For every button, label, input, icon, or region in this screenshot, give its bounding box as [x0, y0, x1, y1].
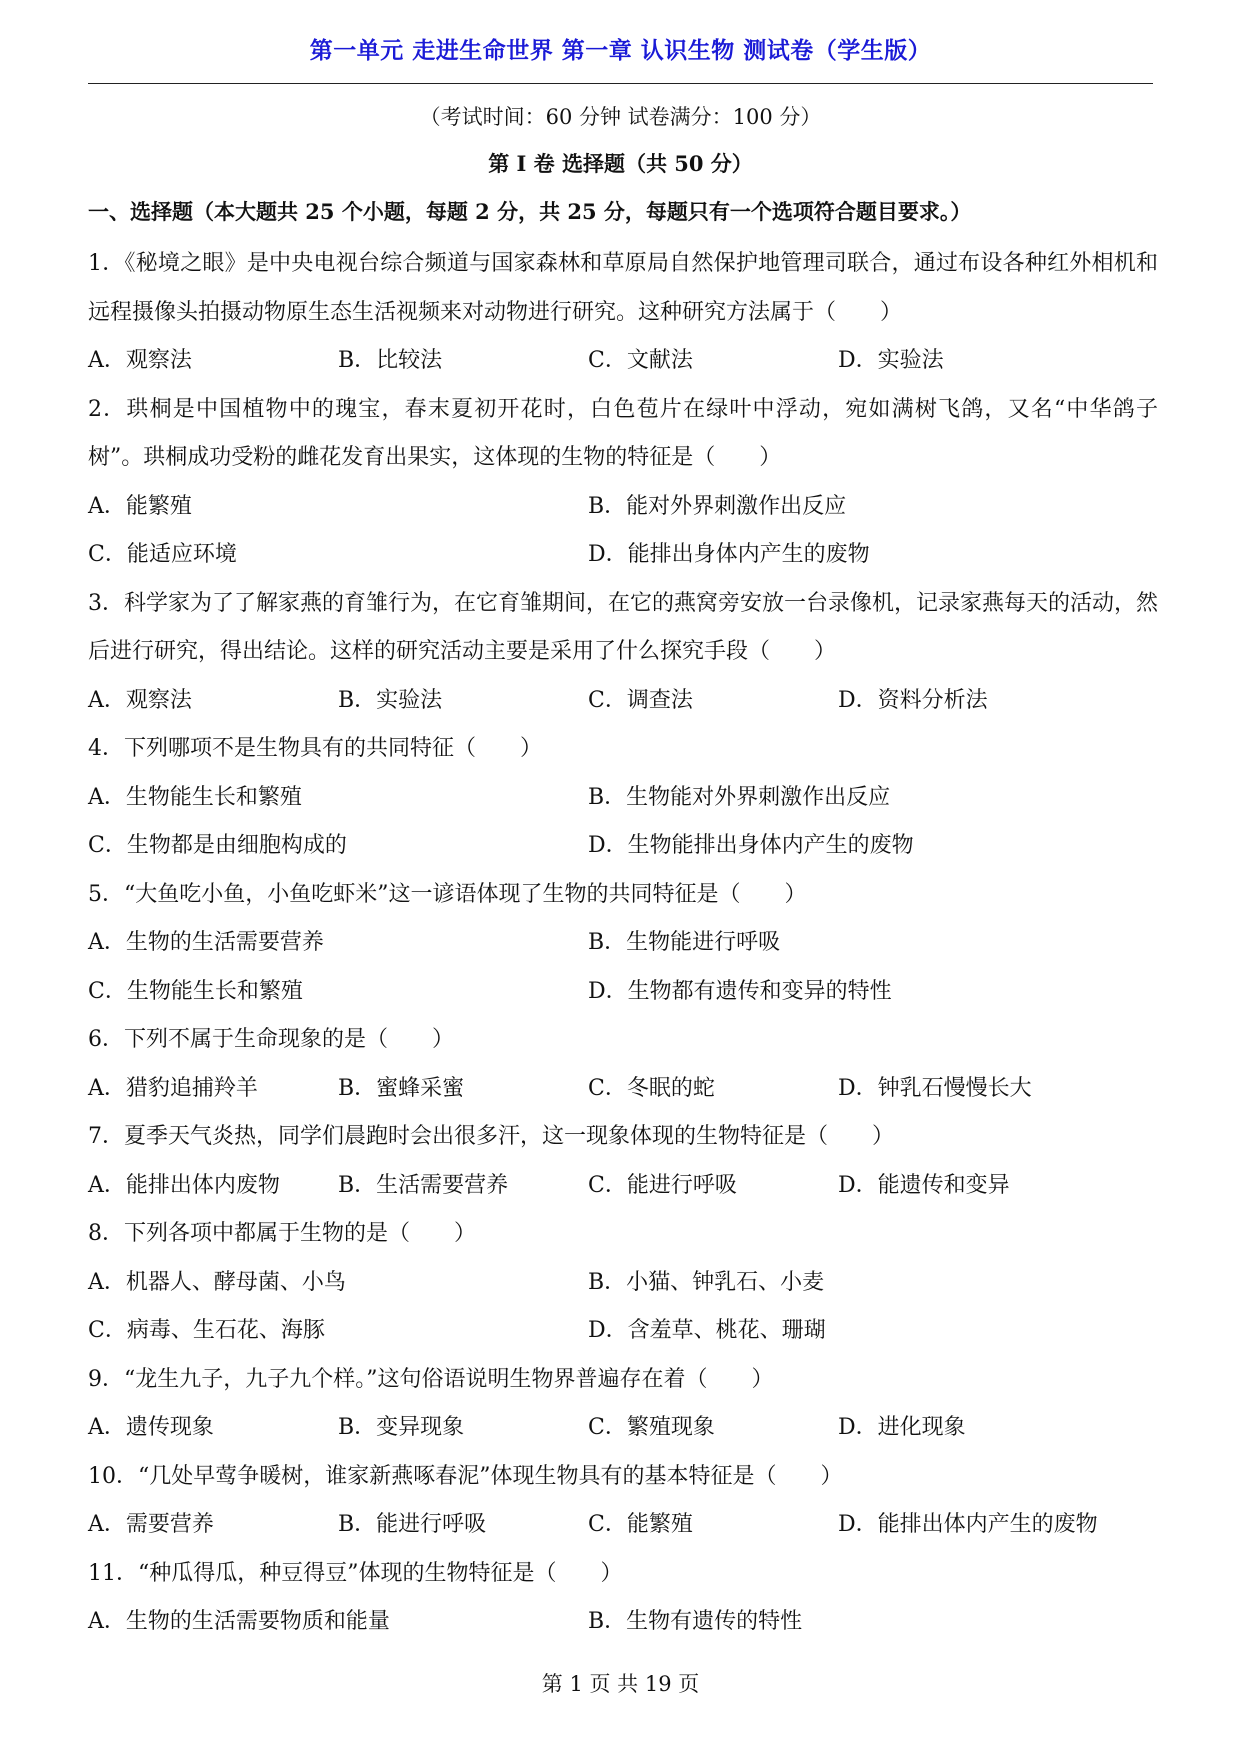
question-stem: 11．“种瓜得瓜，种豆得豆”体现的生物特征是（ ）: [88, 1560, 623, 1586]
option-a[interactable]: A．观察法: [88, 687, 192, 713]
option-c[interactable]: C．能适应环境: [88, 542, 237, 567]
question-list: [88, 240, 1158, 1647]
option-d[interactable]: D．进化现象: [838, 1415, 966, 1440]
option-b[interactable]: B．小猫、钟乳石、小麦: [588, 1269, 825, 1295]
part-heading: 一、选择题（本大题共 25 个小题，每题 2 分，共 25 分，每题只有一个选项符合题目要求。）: [88, 199, 972, 224]
document-title: 第一单元 走进生命世界 第一章 认识生物 测试卷（学生版）: [309, 38, 932, 64]
question-stem: 7．夏季天气炎热，同学们晨跑时会出很多汗，这一现象体现的生物特征是（ ）: [88, 1124, 894, 1149]
option-d[interactable]: D．能遗传和变异: [838, 1172, 1010, 1198]
question-stem: 1．《秘境之眼》是中央电视台综合频道与国家森林和草原局自然保护地管理司联合，通过布设各种红外相机和远程摄像头拍摄动物原生态生活视频来对动物进行研究。这种研究方法属于（ ）: [88, 251, 1158, 325]
option-b[interactable]: B．比较法: [338, 348, 443, 373]
option-list: [88, 1065, 1158, 1114]
option-c[interactable]: C．冬眠的蛇: [588, 1075, 715, 1101]
option-list: [88, 677, 1158, 726]
question: [88, 580, 1158, 726]
option-a[interactable]: A．需要营养: [88, 1512, 214, 1537]
option-c[interactable]: C．能进行呼吸: [588, 1172, 737, 1198]
question-stem: 5．“大鱼吃小鱼，小鱼吃虾米”这一谚语体现了生物的共同特征是（ ）: [88, 881, 807, 907]
question-stem: 4．下列哪项不是生物具有的共同特征（ ）: [88, 736, 542, 761]
option-b[interactable]: B．能进行呼吸: [338, 1512, 487, 1537]
option-list: [88, 1404, 1158, 1453]
question: [88, 240, 1158, 386]
exam-info: （考试时间：60 分钟 试卷满分：100 分）: [419, 105, 822, 129]
option-list: [88, 774, 1158, 871]
question-stem: 8．下列各项中都属于生物的是（ ）: [88, 1221, 476, 1246]
option-d[interactable]: D．资料分析法: [838, 687, 988, 713]
option-d[interactable]: D．生物都有遗传和变异的特性: [588, 978, 892, 1004]
option-d[interactable]: D．生物能排出身体内产生的废物: [588, 833, 914, 858]
option-d[interactable]: D．钟乳石慢慢长大: [838, 1075, 1032, 1101]
question: [88, 1113, 1158, 1210]
option-c[interactable]: C．调查法: [588, 687, 693, 713]
option-a[interactable]: A．观察法: [88, 348, 192, 373]
option-list: [88, 483, 1158, 580]
option-d[interactable]: D．含羞草、桃花、珊瑚: [588, 1318, 826, 1343]
option-a[interactable]: A．机器人、酵母菌、小鸟: [88, 1269, 346, 1295]
option-b[interactable]: B．生物能对外界刺激作出反应: [588, 784, 891, 810]
question-stem: 9．“龙生九子，九子九个样。”这句俗语说明生物界普遍存在着（ ）: [88, 1366, 774, 1392]
option-d[interactable]: D．实验法: [838, 348, 944, 373]
option-c[interactable]: C．病毒、生石花、海豚: [88, 1318, 325, 1343]
option-list: [88, 1259, 1158, 1356]
option-b[interactable]: B．变异现象: [338, 1415, 465, 1440]
page-number: 第 1 页 共 19 页: [541, 1672, 700, 1696]
option-d[interactable]: D．能排出体内产生的废物: [838, 1512, 1098, 1537]
option-list: [88, 1598, 1158, 1647]
question: [88, 1453, 1158, 1550]
option-a[interactable]: A．遗传现象: [88, 1415, 214, 1440]
option-list: [88, 337, 1158, 386]
option-a[interactable]: A．生物的生活需要物质和能量: [88, 1609, 390, 1634]
option-b[interactable]: B．能对外界刺激作出反应: [588, 493, 847, 519]
option-b[interactable]: B．生活需要营养: [338, 1172, 509, 1198]
question: [88, 1356, 1158, 1453]
question: [88, 1550, 1158, 1647]
question-stem: 3．科学家为了了解家燕的育雏行为，在它育雏期间，在它的燕窝旁安放一台录像机，记录家燕每天的活动，然后进行研究，得出结论。这样的研究活动主要是采用了什么探究手段（ ）: [88, 590, 1159, 664]
option-list: [88, 1162, 1158, 1211]
question-stem: 2．珙桐是中国植物中的瑰宝，春末夏初开花时，白色苞片在绿叶中浮动，宛如满树飞鸽，又名“中华鸽子树”。珙桐成功受粉的雌花发育出果实，这体现的生物的特征是（ ）: [88, 396, 1158, 470]
option-list: [88, 1501, 1158, 1550]
option-b[interactable]: B．生物有遗传的特性: [588, 1609, 803, 1634]
option-a[interactable]: A．能繁殖: [88, 493, 192, 519]
option-a[interactable]: A．生物的生活需要营养: [88, 930, 324, 955]
header-divider: [88, 83, 1153, 84]
question: [88, 386, 1158, 580]
question: [88, 1210, 1158, 1356]
question-stem: 10．“几处早莺争暖树，谁家新燕啄春泥”体现生物具有的基本特征是（ ）: [88, 1463, 843, 1489]
question: [88, 725, 1158, 871]
option-a[interactable]: A．能排出体内废物: [88, 1172, 280, 1198]
option-c[interactable]: C．生物都是由细胞构成的: [88, 833, 347, 858]
option-b[interactable]: B．生物能进行呼吸: [588, 930, 781, 955]
option-b[interactable]: B．蜜蜂采蜜: [338, 1075, 465, 1101]
option-list: [88, 919, 1158, 1016]
option-c[interactable]: C．繁殖现象: [588, 1415, 715, 1440]
question-stem: 6．下列不属于生命现象的是（ ）: [88, 1027, 454, 1052]
option-c[interactable]: C．文献法: [588, 348, 693, 373]
option-c[interactable]: C．能繁殖: [588, 1512, 693, 1537]
option-c[interactable]: C．生物能生长和繁殖: [88, 978, 303, 1004]
option-d[interactable]: D．能排出身体内产生的废物: [588, 542, 870, 567]
option-a[interactable]: A．猎豹追捕羚羊: [88, 1075, 258, 1101]
section-title: 第 I 卷 选择题（共 50 分）: [488, 151, 753, 176]
question: [88, 1016, 1158, 1113]
option-a[interactable]: A．生物能生长和繁殖: [88, 784, 302, 810]
option-b[interactable]: B．实验法: [338, 687, 443, 713]
question: [88, 871, 1158, 1017]
